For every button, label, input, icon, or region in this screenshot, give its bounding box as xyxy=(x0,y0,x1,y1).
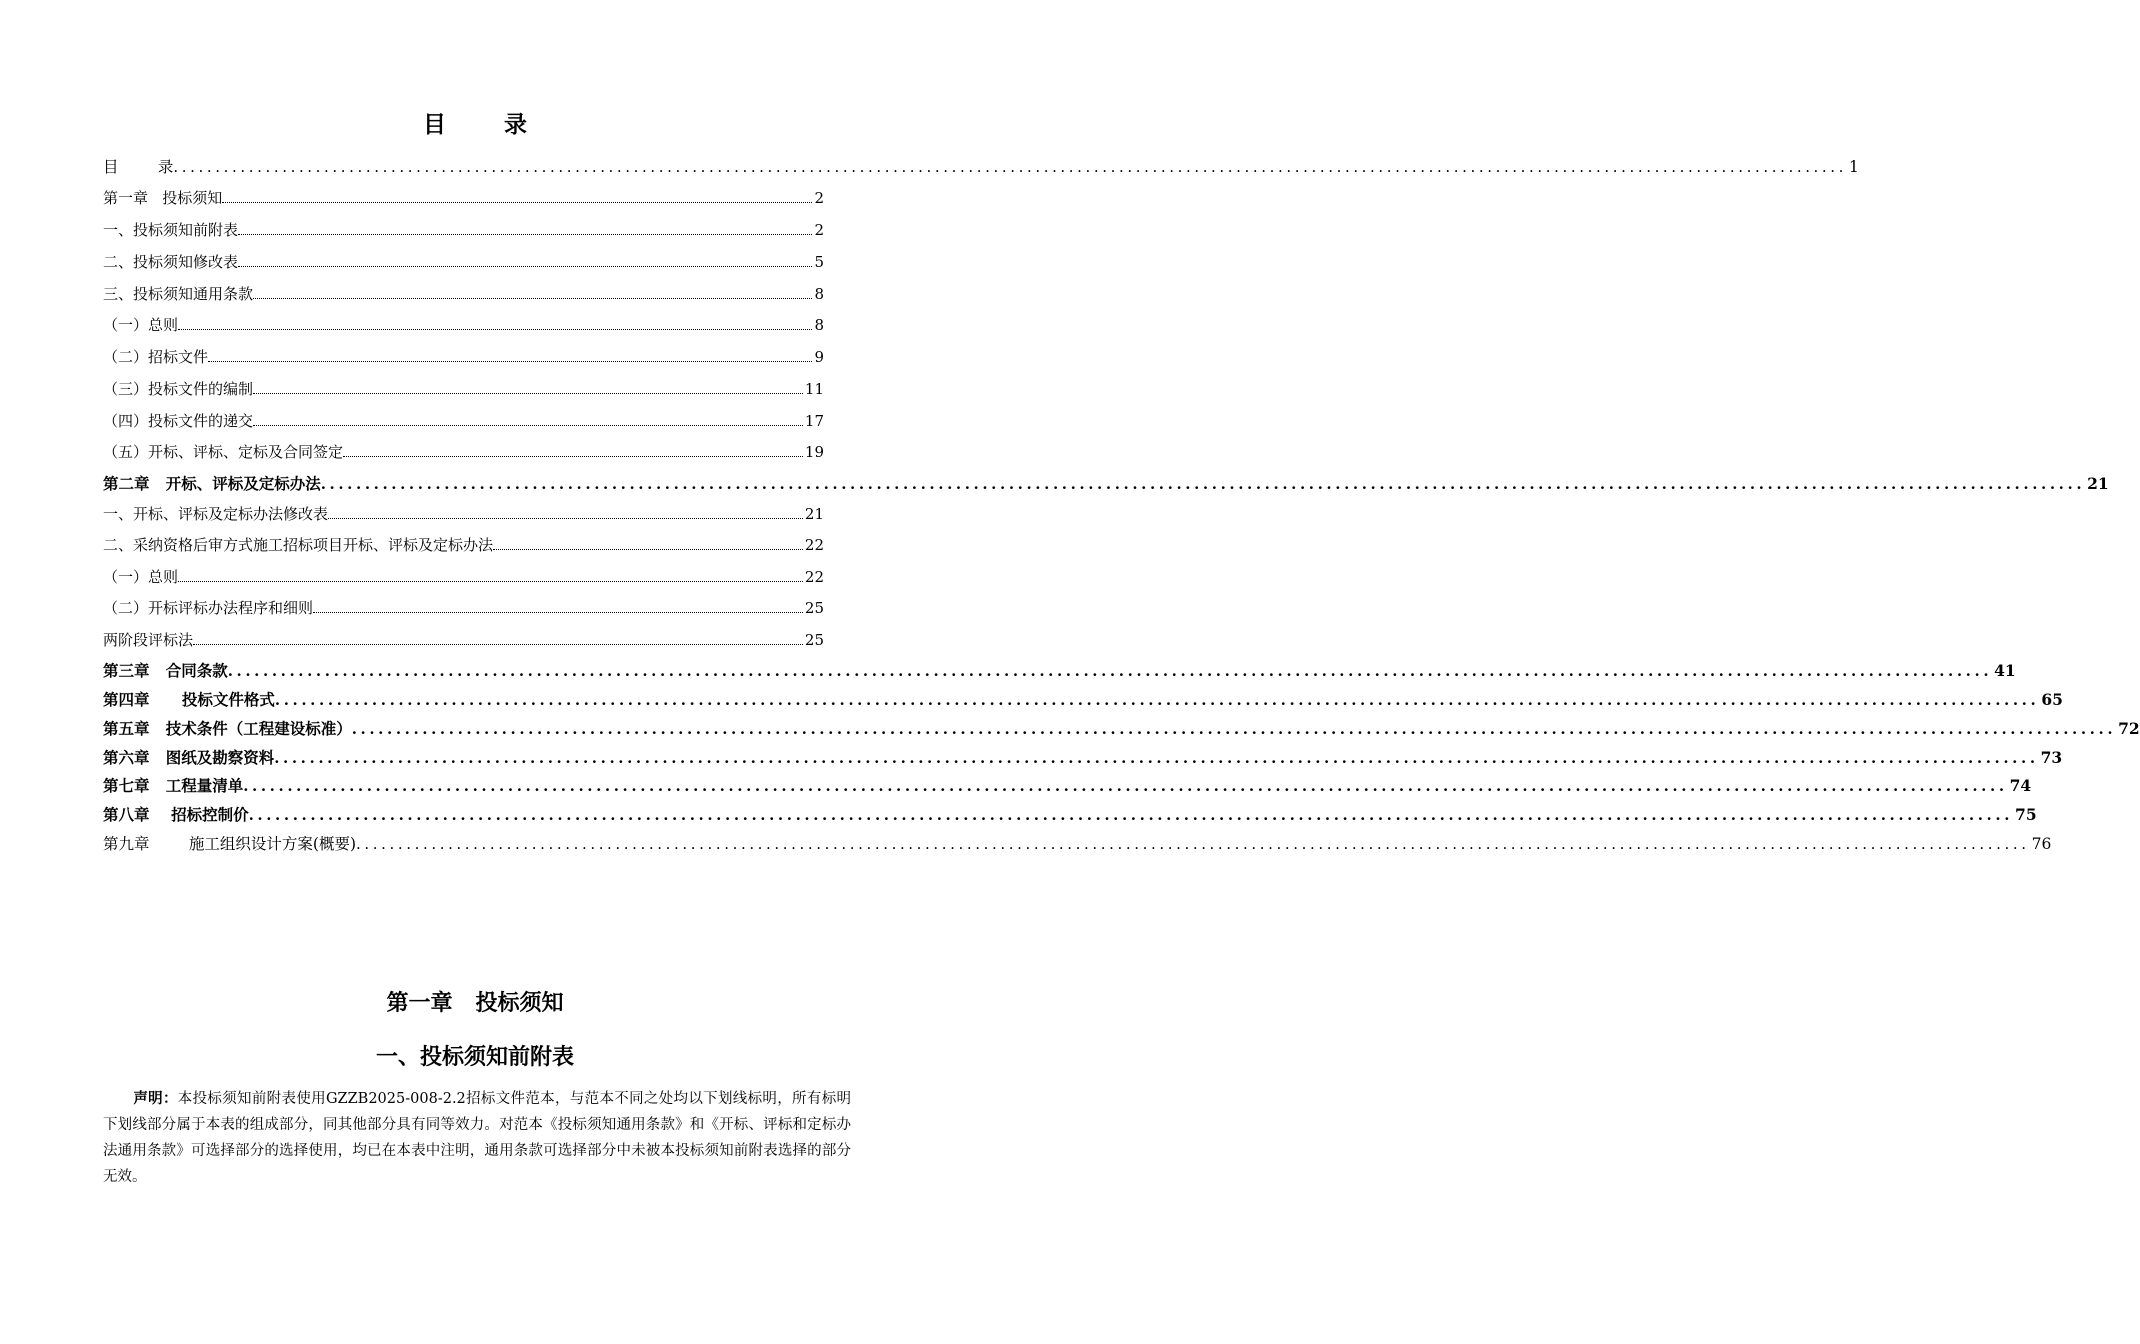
toc-entry-label: 第八章 招标控制价 xyxy=(103,805,249,824)
toc-leader-dots xyxy=(238,261,812,267)
toc-entry[interactable] xyxy=(103,801,2037,825)
toc-entry-page: 8 xyxy=(814,316,824,334)
toc-entry-label: 一、投标须知前附表 xyxy=(103,221,239,239)
toc-leader-dots xyxy=(493,544,803,550)
toc-leader-dots xyxy=(178,576,803,582)
statement-body: 本投标须知前附表使用GZZB2025-008-2.2招标文件范本，与范本不同之处均以下划线标明，所有标明下划线部分属于本表的组成部分，同其他部分具有同等效力。对范本《投标须知通用条款》和《开标、评标和定标办法通用条款》可选择部分的选择使用，均已在本表中注明，通用条款可选择部分中未被本投标须知前附表选择的部分无效。 xyxy=(103,1091,852,1185)
toc-title-part-2: 录 xyxy=(504,111,527,138)
toc-entry[interactable] xyxy=(103,531,824,555)
toc-entry-label: 一、开标、评标及定标办法修改表 xyxy=(103,505,329,523)
toc-leader-dots xyxy=(253,420,803,426)
toc-entry[interactable] xyxy=(103,248,824,272)
toc-entry-page: 2 xyxy=(814,221,824,239)
toc-leader-dots xyxy=(253,293,812,299)
toc-entry[interactable] xyxy=(103,830,2052,854)
toc-entry-label: 第七章 工程量清单 xyxy=(103,776,244,795)
toc-entry-label: （五）开标、评标、定标及合同签定 xyxy=(103,443,344,461)
toc-leader-dots xyxy=(328,513,803,519)
toc-entry-label: 目 录 xyxy=(103,158,174,176)
toc-entry[interactable] xyxy=(103,311,824,335)
toc-entry-page: 2 xyxy=(814,189,824,207)
toc-entry[interactable] xyxy=(103,500,824,524)
toc-leader-dots: ........................................................................................................................................................................................................ xyxy=(243,777,2008,795)
toc-leader-dots xyxy=(238,229,812,235)
toc-entry-page: 25 xyxy=(804,599,824,617)
toc-title xyxy=(0,106,950,139)
toc-entry[interactable] xyxy=(103,407,824,431)
toc-entry[interactable] xyxy=(103,686,2063,710)
toc-entry[interactable] xyxy=(103,772,2032,796)
toc-entry-page: 21 xyxy=(2087,474,2109,493)
toc-entry-page: 1 xyxy=(1849,158,1859,176)
statement-paragraph xyxy=(103,1086,851,1190)
toc-entry[interactable] xyxy=(103,216,824,240)
toc-entry-page: 17 xyxy=(804,412,824,430)
toc-entry-page: 76 xyxy=(2031,835,2052,853)
toc-leader-dots xyxy=(178,324,812,330)
statement-lead: 声明： xyxy=(133,1090,178,1107)
toc-entry-page: 65 xyxy=(2041,690,2063,709)
toc-entry-label: 第九章 施工组织设计方案(概要) xyxy=(103,835,357,853)
toc-entry[interactable] xyxy=(103,280,824,304)
toc-entry[interactable] xyxy=(103,470,2109,494)
toc-entry-page: 21 xyxy=(804,505,824,523)
toc-leader-dots: ........................................................................................................................................................................................................ xyxy=(227,662,1993,680)
toc-leader-dots: ........................................................................................................................................................................................................ xyxy=(274,691,2040,709)
toc-entry-label: 第四章 投标文件格式 xyxy=(103,690,275,709)
toc-entry-page: 73 xyxy=(2040,748,2063,767)
toc-leader-dots xyxy=(253,388,803,394)
toc-entry-label: 二、采纳资格后审方式施工招标项目开标、评标及定标办法 xyxy=(103,536,494,554)
toc-entry-page: 8 xyxy=(814,285,824,303)
toc-entry-page: 11 xyxy=(804,380,824,398)
toc-entry[interactable] xyxy=(103,626,824,650)
toc-leader-dots: ........................................................................................................................................................................................................ xyxy=(248,806,2014,824)
toc-leader-dots: ........................................................................................................................................................................................................ xyxy=(356,835,2030,853)
toc-entry-page: 75 xyxy=(2015,805,2037,824)
toc-entry-page: 5 xyxy=(814,253,824,271)
toc-leader-dots xyxy=(343,451,803,457)
toc-entry-page: 41 xyxy=(1994,661,2016,680)
toc-entry-page: 74 xyxy=(2009,776,2032,795)
toc-entry-label: 三、投标须知通用条款 xyxy=(103,285,254,303)
toc-entry-label: 二、投标须知修改表 xyxy=(103,253,239,271)
toc-entry-label: （二）开标评标办法程序和细则 xyxy=(103,599,314,617)
toc-leader-dots: ........................................................................................................................................................................................................ xyxy=(351,720,2117,738)
toc-leader-dots xyxy=(313,607,803,613)
toc-entry-label: 第三章 合同条款 xyxy=(103,661,228,680)
toc-entry-label: 第六章 图纸及勘察资料 xyxy=(103,748,275,767)
toc-entry-page: 19 xyxy=(804,443,824,461)
section-heading: 一、投标须知前附表 xyxy=(375,1044,574,1070)
toc-leader-dots: ........................................................................................................................................................................................................ xyxy=(173,158,1848,176)
toc-entry-label: 第五章 技术条件（工程建设标准） xyxy=(103,719,352,738)
toc-entry[interactable] xyxy=(103,153,1859,177)
toc-title-part-1: 目 xyxy=(423,111,446,138)
toc-entry[interactable] xyxy=(103,563,824,587)
toc-entry[interactable] xyxy=(103,657,2016,681)
toc-entry[interactable] xyxy=(103,375,824,399)
toc-entry-label: 两阶段评标法 xyxy=(103,631,194,649)
toc-entry-label: （一）总则 xyxy=(103,316,179,334)
toc-entry[interactable] xyxy=(103,438,824,462)
toc-entry-page: 22 xyxy=(804,568,824,586)
toc-entry-page: 25 xyxy=(804,631,824,649)
toc-entry-page: 72 xyxy=(2118,719,2140,738)
toc-entry-label: （四）投标文件的递交 xyxy=(103,412,254,430)
toc-entry[interactable] xyxy=(103,184,824,208)
toc-leader-dots: ........................................................................................................................................................................................................ xyxy=(320,475,2086,493)
toc-leader-dots: ........................................................................................................................................................................................................ xyxy=(274,749,2039,767)
toc-entry[interactable] xyxy=(103,343,824,367)
chapter-heading: 第一章 投标须知 xyxy=(386,990,564,1016)
toc-entry-page: 9 xyxy=(814,348,824,366)
toc-entry-label: （二）招标文件 xyxy=(103,348,209,366)
toc-leader-dots xyxy=(208,356,812,362)
toc-entry-label: （一）总则 xyxy=(103,568,179,586)
toc-entry-label: （三）投标文件的编制 xyxy=(103,380,254,398)
toc-entry[interactable] xyxy=(103,744,2063,768)
toc-entry[interactable] xyxy=(103,594,824,618)
toc-leader-dots xyxy=(193,639,803,645)
toc-leader-dots xyxy=(222,197,812,203)
toc-entry-label: 第一章 投标须知 xyxy=(103,189,223,207)
toc-entry-label: 第二章 开标、评标及定标办法 xyxy=(103,474,321,493)
toc-entry-page: 22 xyxy=(804,536,824,554)
toc-entry[interactable] xyxy=(103,715,2140,739)
